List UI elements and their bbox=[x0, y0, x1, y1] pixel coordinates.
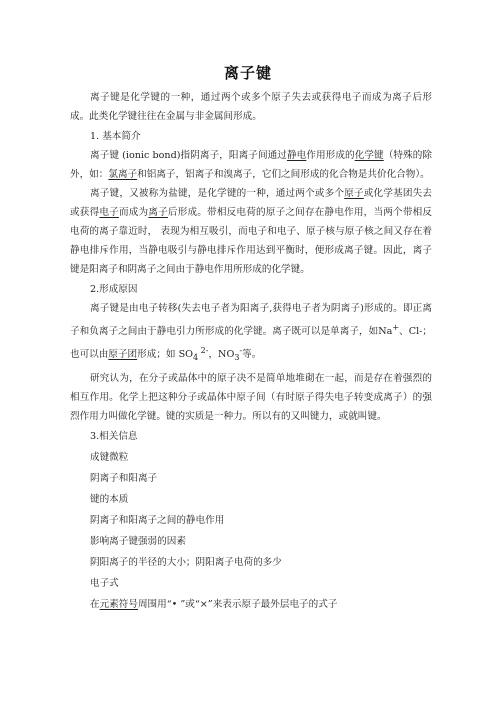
text-run: 周围用“• ”或“×”来表示原子最外层电子的式子 bbox=[137, 599, 338, 611]
section-heading-related: 3.相关信息 bbox=[90, 431, 138, 443]
info-item: 成键微粒 bbox=[90, 452, 129, 464]
intro-paragraph: 离子键是化学键的一种，通过两个或多个原子失去或获得电子而成为离子后形成。此类化学键往往在金属与非金属间形成。 bbox=[70, 92, 432, 122]
text-run: 、Cl-；也可以由 bbox=[70, 326, 432, 361]
formula-charge: 2- bbox=[198, 346, 209, 356]
formula-charge: - bbox=[239, 346, 243, 356]
formula-subscript: 3 bbox=[234, 353, 240, 363]
salt-bond-paragraph bbox=[70, 184, 432, 279]
info-item: 阴离子和阳离子 bbox=[90, 473, 158, 485]
formula-symbol: Na bbox=[378, 326, 393, 338]
text-run: 而成为 bbox=[118, 207, 149, 218]
text-run: 离子键 (ionic bond)指阴离子，阳离子间通过 bbox=[90, 150, 287, 161]
link-ion[interactable]: 离子 bbox=[148, 207, 168, 218]
sodium-ion-formula bbox=[378, 323, 400, 338]
link-atom[interactable]: 原子 bbox=[344, 188, 364, 199]
formula-charge: + bbox=[392, 323, 400, 332]
link-electron[interactable]: 电子 bbox=[99, 207, 119, 218]
link-atomic-group[interactable]: 原子团 bbox=[108, 349, 138, 361]
text-run: ，NO bbox=[208, 349, 235, 361]
formula-subscript: 4 bbox=[193, 353, 199, 363]
text-run: 后形成。带相反电荷的原子之间存在静电作用，当两个带相反电荷的离子靠近时， 表现为相互吸引，而电子和电子、原子核与原子核之间又存在着静电排斥作用，当静电吸引与静电排斥作用达到平衡时，便形成离子键。因此，离子键是阳离子和阴离子之间由于静电作用所形成的化学键。 bbox=[70, 207, 433, 275]
info-item: 阴阳离子的半径的大小；阴阳离子电荷的多少 bbox=[90, 557, 282, 569]
basic-intro-paragraph bbox=[70, 146, 432, 184]
info-item: 电子式 bbox=[90, 578, 119, 590]
page-title: 离子键 bbox=[223, 64, 272, 82]
text-run: 离子键，又被称为盐键，是化学键的一种，通过两个或多个 bbox=[90, 188, 345, 199]
link-chemical-bond[interactable]: 化学键 bbox=[354, 150, 384, 161]
info-item: 阴离子和阳离子之间的静电作用 bbox=[90, 515, 225, 527]
link-electrostatic[interactable]: 静电 bbox=[286, 150, 307, 161]
text-run: 等。 bbox=[242, 349, 262, 361]
section-heading-formation: 2.形成原因 bbox=[90, 284, 138, 295]
text-run: 在 bbox=[90, 599, 100, 611]
document-body bbox=[70, 88, 432, 614]
info-item: 影响离子键强弱的因素 bbox=[90, 536, 186, 548]
text-run: 或化学基团失去或获得 bbox=[70, 188, 433, 218]
text-run: 和铝离子，铝离子和溴离子，它们之间形成的化合物是共价化合物）。 bbox=[137, 169, 430, 180]
text-run: 作用形成的 bbox=[306, 150, 355, 161]
text-run: （特殊的除外，如： bbox=[70, 150, 433, 180]
formation-paragraph bbox=[70, 299, 432, 367]
research-paragraph: 研究认为，在分子或晶体中的原子决不是简单地堆砌在一起，而是存在着强烈的相互作用。化学上把这种分子或晶体中原子间（有时原子得失电子转变成离子）的强烈作用力叫做化学键。键的实质是一种力。所以有的又叫键力，或就叫键。 bbox=[70, 373, 432, 423]
text-run: 离子键是由电子转移(失去电子者为阳离子,获得电子者为阴离子)形成的。即正离子和负离子之间由于静电引力所形成的化学键。离子既可以是单离子，如 bbox=[70, 303, 432, 338]
section-heading-basic: 1. 基本简介 bbox=[90, 131, 141, 142]
text-run: 形成；如 SO bbox=[137, 349, 194, 361]
electron-formula-definition bbox=[70, 595, 432, 614]
link-chloride-ion[interactable]: 氯离子 bbox=[108, 169, 138, 180]
info-item: 键的本质 bbox=[90, 494, 129, 506]
link-element-symbol[interactable]: 元素符号 bbox=[99, 599, 138, 611]
